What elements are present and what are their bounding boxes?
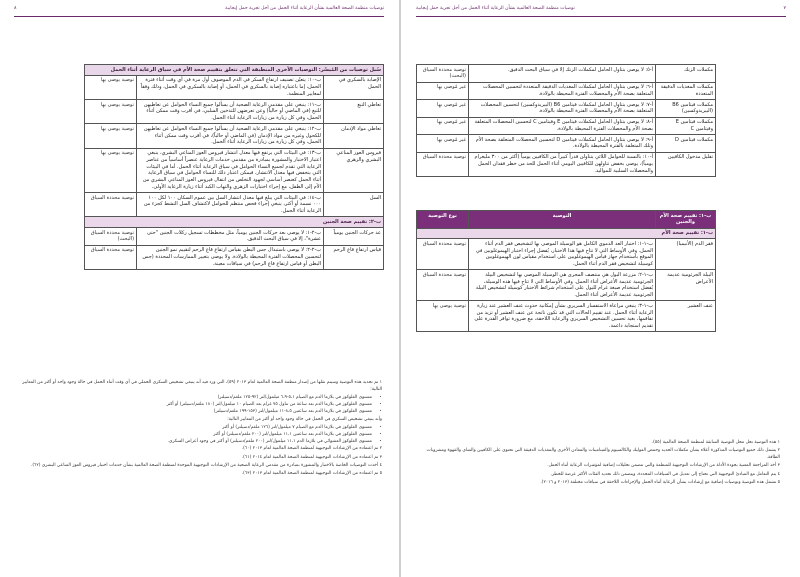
left-footnotes: [22, 380, 382, 480]
page-spine: [399, 0, 401, 577]
footnote: ٤ أخذت التوصيات الخاصة بالاختبار والمشورة بمبادرة من مقدمي الرعاية الصحية من الإرشادات التوجيهية الموحدة لمنظمة الصحة العالمية بشأن خدمات اختبار فيروس العوز المناعي البشري (٦٢).: [30, 463, 382, 469]
footnote-item: • مستوى الغلوكوز العشوائي في بلازما الدم ١١،١ ميلمول/لتر (٢٠٠ ملغم/دسيلتر) أو أكثر في وجود أعراض السكري.: [22, 439, 372, 446]
row-name: مكملات المغذيات الدقيقة المتعددة: [656, 82, 716, 100]
row-name: عنف العشير: [656, 301, 716, 332]
left-table-title: سُبل توصيات من المُيسّر: التوصيات الأخرى المنطبقة التي تتعلق بتقييم صحة الأم في سياق الرعاية أثناء الحمل: [85, 65, 384, 76]
row-rec: توصية محددة السياق (البحث): [417, 65, 469, 83]
table-row: [417, 65, 716, 83]
footnote-item: • مستوى الغلوكوز في بلازما الدم بعد ساعتين ١١،١ ميلمول/لتر (٢٠٠ ملغم/دسيلتر) أو أكثر: [22, 432, 372, 439]
maternal-subheader: ب-١: تقييم صحة الأم: [417, 228, 716, 239]
row-name: البيلة الجرثومية عديمة الأعراض: [656, 270, 716, 301]
table-row: [85, 100, 384, 124]
row-text: أ-٦: لا يوصى بتناول الحامل لمكملات المغذيات الدقيقة المتعددة لتحسين المحصلات المتعلقة بصحة الأم والمحصلات الفترة المحيطة بالولادة.: [469, 82, 656, 100]
table-row: [417, 135, 716, 153]
section-b-col-rec: التوصية: [469, 211, 656, 229]
right-header-rule: [416, 16, 786, 17]
table-subheader-row: [417, 228, 716, 239]
footnote-item: • مستوى الغلوكوز في بلازما الدم مع الصيام ٧ ميلمول/لتر (١٢٦ ملغم/دسيلتر) أو أكثر: [22, 425, 372, 432]
footnote-item: • مستوى الغلوكوز في بلازما الدم مع الصيام ٥،١-٦،٩ ميلمول/لتر (٩٢-١٢٥ ملغم/دسيلتر): [22, 395, 372, 402]
table-row: [417, 152, 716, 176]
row-name: تعاطي مواد الإدمان: [324, 124, 384, 148]
row-rec: توصية محددة السياق: [85, 193, 137, 217]
row-rec: توصية يوصى بها: [85, 124, 137, 148]
row-rec: غير مُوصى بها: [417, 117, 469, 135]
row-name: تقليل مدخول الكافيين: [656, 152, 716, 176]
row-rec: توصية محددة السياق: [417, 270, 469, 301]
row-name: قياس ارتفاع قاع الرحم: [324, 245, 384, 269]
row-text: ب-١٤: في البيئات التي يبلغ فيها معدل انتشار السل بين عموم السكان ١٠٠ لكل ١٠٠ ٠٠٠ نسمة أو أكثر، ينبغي إجراء فحص منتظم للحوامل لاكتشاف السل النشط كجزء من الرعاية أثناء الحمل.: [137, 193, 324, 217]
left-page-header: [14, 6, 384, 16]
table-row: [85, 148, 384, 193]
footnote: ٢ يشمل ذلك جميع التوصيات المذكورة أعلاه بشأن مكملات الحديد وحمض الفوليك والكالسيوم والفيتامينات والمعادن الأخرى والمغذيات الدقيقة التي تحتوي على الكافيين والشاي والقهوة ومشروبات الطاقة.: [426, 448, 780, 461]
table-row: [417, 82, 716, 100]
row-text: ب-١٢: ينبغي على مقدمي الرعاية الصحية أن يسألوا جميع النساء الحوامل عن تعاطيهن للكحول وغيره من مواد الإدمان (في الماضي أو حالياً)، في أقرب وقت ممكن أثناء الحمل، وفي كل زيارة من زيارات الرعاية أثناء الحمل.: [137, 124, 324, 148]
row-rec: توصية محددة السياق: [85, 245, 137, 269]
section-b-title: ب-١: تقييم صحة الأم والجنين: [656, 211, 716, 229]
table-row: [417, 270, 716, 301]
row-rec: غير مُوصى بها: [417, 135, 469, 153]
row-text: أ-١٠: بالنسبة للحوامل اللائي يتناولن قدراً كبيراً من الكافيين يومياً (أكثر من ٣٠٠ مليغرام يومياً)، يوصى بخفض تناولهن للكافيين اليومي أثناء الحمل للحد من خطر فقدان الحمل والمحصلات السلبية للمواليد.: [469, 152, 656, 176]
left-page-header-title: توصيات منظمة الصحة العالمية بشأن الرعاية أثناء الحمل من أجل تجربة حمل إيجابية: [225, 6, 384, 11]
row-rec: توصية محددة السياق: [417, 239, 469, 270]
row-name: مكملات الزنك: [656, 65, 716, 83]
footnote: ٣ تم اعتماده من الإرشادات التوجيهية لمنظمة الصحة العالمية لعام ٢٠١٤ (٦١).: [241, 454, 382, 460]
footnote-item: • مستوى الغلوكوز في بلازما الدم بعد ساعة من تناول ٧٥ غرام بعد الصيام ١٠ ميلمول/لتر (١٨٠ ملغم/دسيلتر) أو أكثر: [22, 402, 372, 409]
row-name: مكملات فيتامين D: [656, 135, 716, 153]
table-row: [417, 301, 716, 332]
row-rec: غير مُوصى بها: [417, 100, 469, 118]
row-text: ب-١-٣: ينبغي مراعاة الاستفسار السريري بشأن إمكانية حدوث عنف العشير عند زيارة الرعاية أثناء الحمل. عند تقييم الحالات التي قد تكون ناتجة عن عنف العشير أو تزيد من تفاقمها، بغية تحسين التشخيص السريري والرعاية اللاحقة، مع ضرورة توافر القدرة على تقديم استجابة داعمة.: [469, 301, 656, 332]
footnote: وأنه ينبغي تشخيص السكري في الحمل في حالة وجود واحد أو أكثر من المعايير التالية:: [227, 416, 382, 422]
right-recommendations-table: [416, 64, 716, 177]
row-rec: غير مُوصى بها: [417, 82, 469, 100]
row-text: ب-١-٢: مزرعة البول هي منتصف المجرى هي الوسيلة الموصى بها لتشخيص البيلة الجرثومية عديمة الأعراض أثناء الحمل. وفي الأوساط التي لا تتاح فيها هذه الوسيلة، يُفضل استخدام صبغة غرام للبول على استخدام شرائط الاختبار كوسيلة لتشخيص البيلة الجرثومية عديمة الأعراض أثناء الحمل.: [469, 270, 656, 301]
row-text: أ-٧: لا يوصى بتناول الحامل لمكملات فيتامين B6 (البيريدوكسين) لتحسين المحصلات المتعلقة بصحة الأم والمحصلات الفترة المحيطة بالولادة.: [469, 100, 656, 118]
row-text: ب-١٠: يتعيّن تصنيف ارتفاع السكر في الدم الموصوف أول مرة في أي وقت أثناء فترة الحمل، إما باعتباره إصابة بالسكري في الحمل، أو إصابة بالسكري في الحمل، وذلك وفقاً لمعايير المنظمة.: [137, 75, 324, 99]
row-rec: توصية يوصى بها: [85, 100, 137, 124]
footnote: ٣ أخذ المراجعة المعنية بجودة الأدلة من الإرشادات التوجيهية للمنظمة والتي تتضمن تحليلات إضافية لمؤشرات الرعاية أثناء الحمل.: [547, 463, 780, 469]
footnote: ١ هذه التوصية تحل محل التوصية السابقة لمنظمة الصحة العالمية (٥٥).: [651, 440, 780, 445]
footnote: ٢ تم اعتماده من الإرشادات التوجيهية لمنظمة الصحة العالمية لعام ٢٠١٣ (٦٠).: [241, 446, 382, 452]
row-name: عد حركات الجنين يومياً: [324, 228, 384, 246]
footnote: ٥ تم اعتماده من الإرشادات التوجيهية لمنظمة الصحة العالمية لعام ٢٠١٣ (٦٣).: [241, 471, 382, 477]
right-page: [402, 0, 800, 577]
row-text: ب-١١: ينبغي على مقدمي الرعاية الصحية أن يسألوا جميع النساء الحوامل عن تعاطيهن للتبغ (في الماضي أو حالياً) وعن تعرضهن للتدخين السلبي، في أقرب وقت ممكن أثناء الحمل، وفي كل زيارة من زيارات الرعاية أثناء الحمل.: [137, 100, 324, 124]
row-name: الإصابة بالسكري في الحمل: [324, 75, 384, 99]
right-page-header: [416, 6, 786, 16]
row-text: ب-٢-١: لا يوصى بعد حركات الجنين يومياً، مثل مخططات تسجيل ركلات الجنين "حتى عشرة"، إلا في سياق البحث الدقيق.: [137, 228, 324, 246]
table-row: [85, 245, 384, 269]
right-page-number: ٧: [783, 6, 786, 11]
row-text: أ-٩: لا يوصى بتناول الحامل لمكملات فيتامين D لتحسين المحصلات المتعلقة بصحة الأم وتلك المتعلقة بالفترة المحيطة بالولادة.: [469, 135, 656, 153]
footnote: ٤ يتم التعامل مع المبادئ التوجيهية التي تحتاج إلى تعديل في السياقات المحددة، ويتضمن ذلك تحديد الفئات الأكثر عرضة للخطر.: [550, 471, 780, 477]
right-page-header-title: توصيات منظمة الصحة العالمية بشأن الرعاية أثناء الحمل من أجل تجربة حمل إيجابية: [416, 6, 575, 11]
row-name: مكملات فيتامين B6 (البيريدوكسين): [656, 100, 716, 118]
footnote: ١ تم تحديد هذه التوصية وسيتم نقلها من إصدار منظمة الصحة العالمية لعام ٢٠١٣ (٥٩)، التي ورد فيه أنه ينبغي تشخيص السكري الحملي في أي وقت أثناء الحمل في حالة وجود واحد أو أكثر من المعايير التالية:: [22, 380, 382, 392]
section-b-table: [416, 210, 716, 332]
row-rec: توصية محددة السياق: [417, 152, 469, 176]
row-name: تعاطي التبغ: [324, 100, 384, 124]
row-name: السل: [324, 193, 384, 217]
fetal-subheader: ب-٢: تقييم صحة الجنين: [85, 217, 384, 228]
row-text: ب-٢-٢: لا يوصى باستبدال جس البطن بقياس ارتفاع قاع الرحم لتقييم نمو الجنين لتحسين المحصلات الفترة المحيطة بالولادة. ولا يوصى بتغيير الممارسات المحددة (جس البطن أو قياس ارتفاع قاع الرحم) في سياقات معينة.: [137, 245, 324, 269]
table-row: [417, 100, 716, 118]
row-rec: توصية يوصى بها: [417, 301, 469, 332]
row-name: فيروس العوز المناعي البشري والزهري: [324, 148, 384, 193]
left-recommendations-table: [84, 64, 384, 270]
table-row: [85, 124, 384, 148]
row-rec: توصية محددة السياق (البحث): [85, 228, 137, 246]
row-text: أ-٥: لا يوصى بتناول الحامل لمكملات الزنك إلا في سياق البحث الدقيق.: [469, 65, 656, 83]
row-rec: توصية يوصى بها: [85, 75, 137, 99]
row-text: ب-١-١: اختبار العد الدموي الكامل هو الوسيلة الموصى بها لتشخيص فقر الدم أثناء الحمل. وفي الأوساط التي لا تتاح فيها هذا الاختبار، يُفضل إجراء اختبار الهيموغلوبين في الموقع باستخدام جهاز قياس الهيموغلوبين على استخدام مقياس لون الهيموغلوبين كوسيلة لتشخيص فقر الدم أثناء الحمل.: [469, 239, 656, 270]
right-footnotes: [424, 440, 780, 488]
row-name: فقر الدم (الأنيميا): [656, 239, 716, 270]
table-row: [417, 117, 716, 135]
footnote: ٥ تشمل هذه التوصية وتوصيات إضافية مع إرشادات بشأن الرعاية أثناء الحمل والإجراءات اللاحقة في سياقات مختلفة (٢٠١٣ و ٢٠١٦).: [540, 480, 780, 486]
left-page: [0, 0, 398, 577]
table-row: [85, 228, 384, 246]
section-b-col-type: نوع التوصية: [417, 211, 469, 229]
left-page-number: ٨: [14, 6, 17, 11]
footnote-item: • مستوى الغلوكوز في بلازما الدم بعد ساعتين ٨،٥-١١ ميلمول/لتر (١٥٣-١٩٩ ملغم/دسيلتر): [22, 409, 372, 416]
row-text: أ-٨: لا يوصى بتناول الحامل لمكملات فيتامين E وفيتامين C لتحسين المحصلات المتعلقة بصحة الأم والمحصلات الفترة المحيطة بالولادة.: [469, 117, 656, 135]
table-row: [85, 193, 384, 217]
table-row: [85, 75, 384, 99]
row-name: مكملات فيتامين E وفيتامين C: [656, 117, 716, 135]
left-header-rule: [14, 16, 384, 17]
row-rec: توصية يوصى بها: [85, 148, 137, 193]
row-text: ب-١٣: في البيئات التي يرتفع فيها معدل انتشار فيروس العوز المناعي البشري، ينبغي اعتبار الاختبار والمشورة بمبادرة من مقدمي خدمات الرعاية عنصراً أساسياً من عناصر الرعاية التي تقدم لجميع النساء الحوامل في سياق الرعاية أثناء الحمل. أما في البيئات التي ينخفض فيها معدل الانتشار، فيمكن اعتبار ذلك للنساء الحوامل في سياق الرعاية أثناء الحمل كعنصر أساسي لجهود التخلص من انتقال فيروس العوز المناعي البشري من الأم إلى الطفل، مع إجراء اختبارات الزهري والتهاب الكبد أثناء زيارة الرعاية الأولى.: [137, 148, 324, 193]
table-subheader-row: [85, 217, 384, 228]
table-row: [417, 239, 716, 270]
